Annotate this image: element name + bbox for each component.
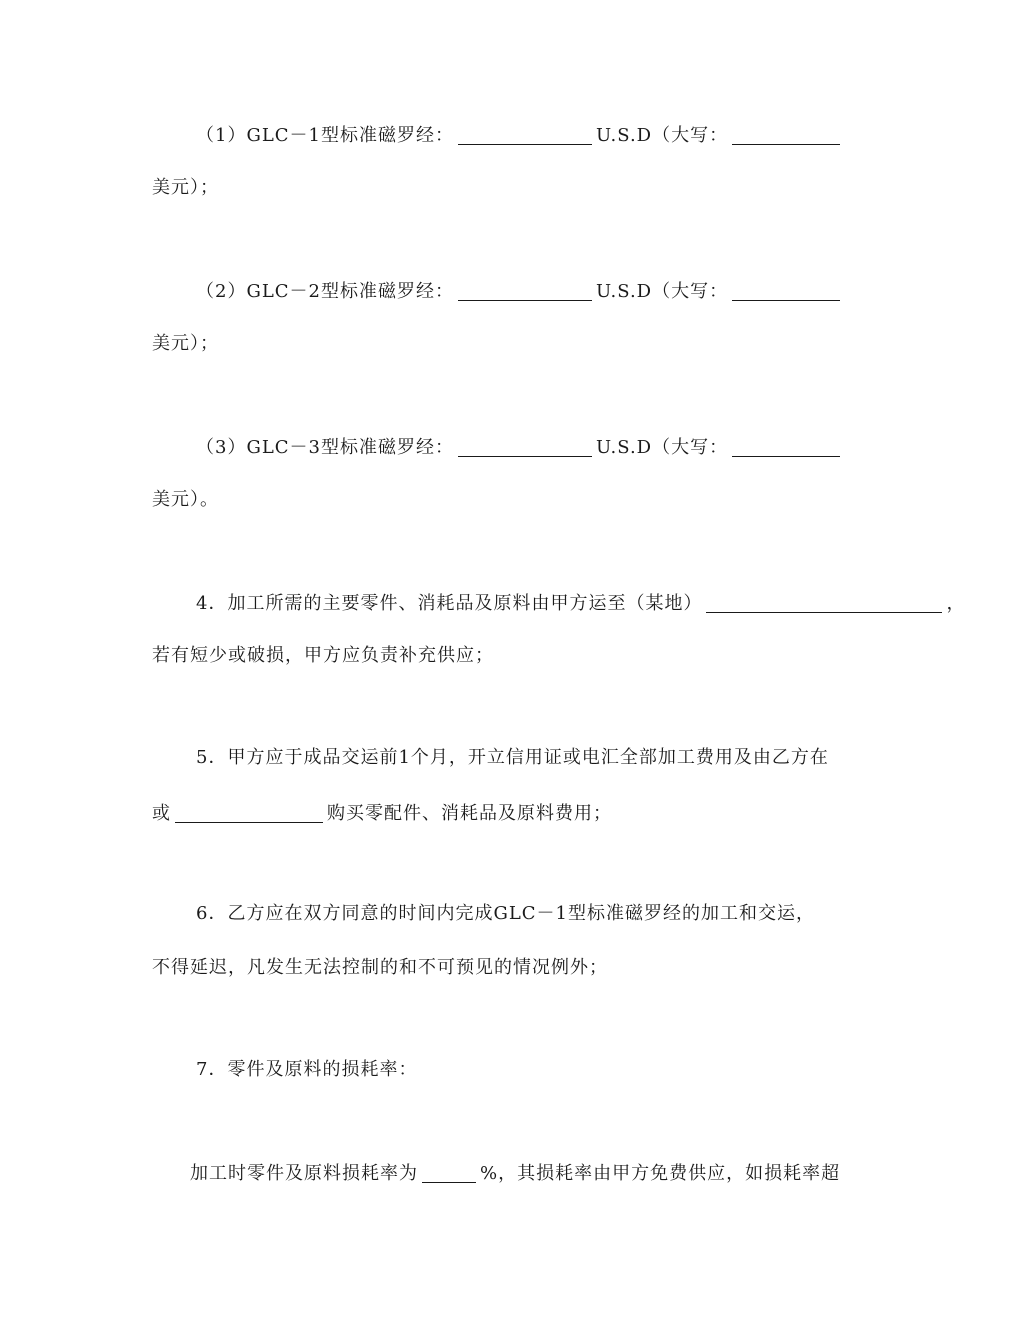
clause-7-rate-blank [422,1164,476,1183]
item-1-capital-blank [732,126,840,145]
clause-6-continuation: 不得延迟，凡发生无法控制的和不可预见的情况例外； [152,957,608,978]
item-2-capital-blank [732,282,840,301]
clause-5-line-2 [152,800,612,826]
clause-5-or: 或 [152,803,171,824]
item-3-label: （3）GLC－3型标准磁罗经： [196,437,455,458]
item-1-usd-label: U.S.D（大写： [596,125,729,146]
clause-7-title [196,1058,417,1082]
clause-6-line-2 [152,956,608,980]
clause-4-line-2 [152,644,494,668]
clause-4-comma: ， [946,593,966,614]
clause-5-line-1 [196,746,829,770]
clause-5-continuation: 购买零配件、消耗品及原料费用； [327,803,612,824]
item-1-amount-blank [458,126,592,145]
item-2-suffix: 美元）； [152,333,219,354]
item-2-line-1 [196,278,840,304]
item-3-capital-blank [732,438,840,457]
clause-7-continuation: %，其损耗率由甲方免费供应，如损耗率超 [480,1163,841,1184]
item-3-line-1 [196,434,840,460]
item-1-line-1 [196,122,840,148]
clause-7-text: 加工时零件及原料损耗率为 [190,1163,418,1184]
clause-4-text: 4．加工所需的主要零件、消耗品及原料由甲方运至（某地） [196,593,703,614]
clause-5-text: 5．甲方应于成品交运前1个月，开立信用证或电汇全部加工费用及由乙方在 [196,747,829,768]
clause-6-line-1 [196,902,815,926]
item-3-line-2 [152,488,219,512]
item-2-line-2 [152,332,219,356]
clause-7-heading: 7．零件及原料的损耗率： [196,1059,418,1080]
clause-6-text: 6．乙方应在双方同意的时间内完成GLC－1型标准磁罗经的加工和交运， [196,903,816,924]
item-2-amount-blank [458,282,592,301]
clause-4-place-blank [706,594,942,613]
clause-5-place-blank [175,804,323,823]
item-2-usd-label: U.S.D（大写： [596,281,729,302]
item-1-line-2 [152,176,219,200]
item-3-amount-blank [458,438,592,457]
item-3-suffix: 美元）。 [152,489,219,510]
clause-4-line-1 [196,590,965,616]
item-1-label: （1）GLC－1型标准磁罗经： [196,125,455,146]
clause-4-continuation: 若有短少或破损，甲方应负责补充供应； [152,645,494,666]
item-3-usd-label: U.S.D（大写： [596,437,729,458]
item-1-suffix: 美元）； [152,177,219,198]
item-2-label: （2）GLC－2型标准磁罗经： [196,281,455,302]
clause-7-line-1 [190,1160,840,1186]
